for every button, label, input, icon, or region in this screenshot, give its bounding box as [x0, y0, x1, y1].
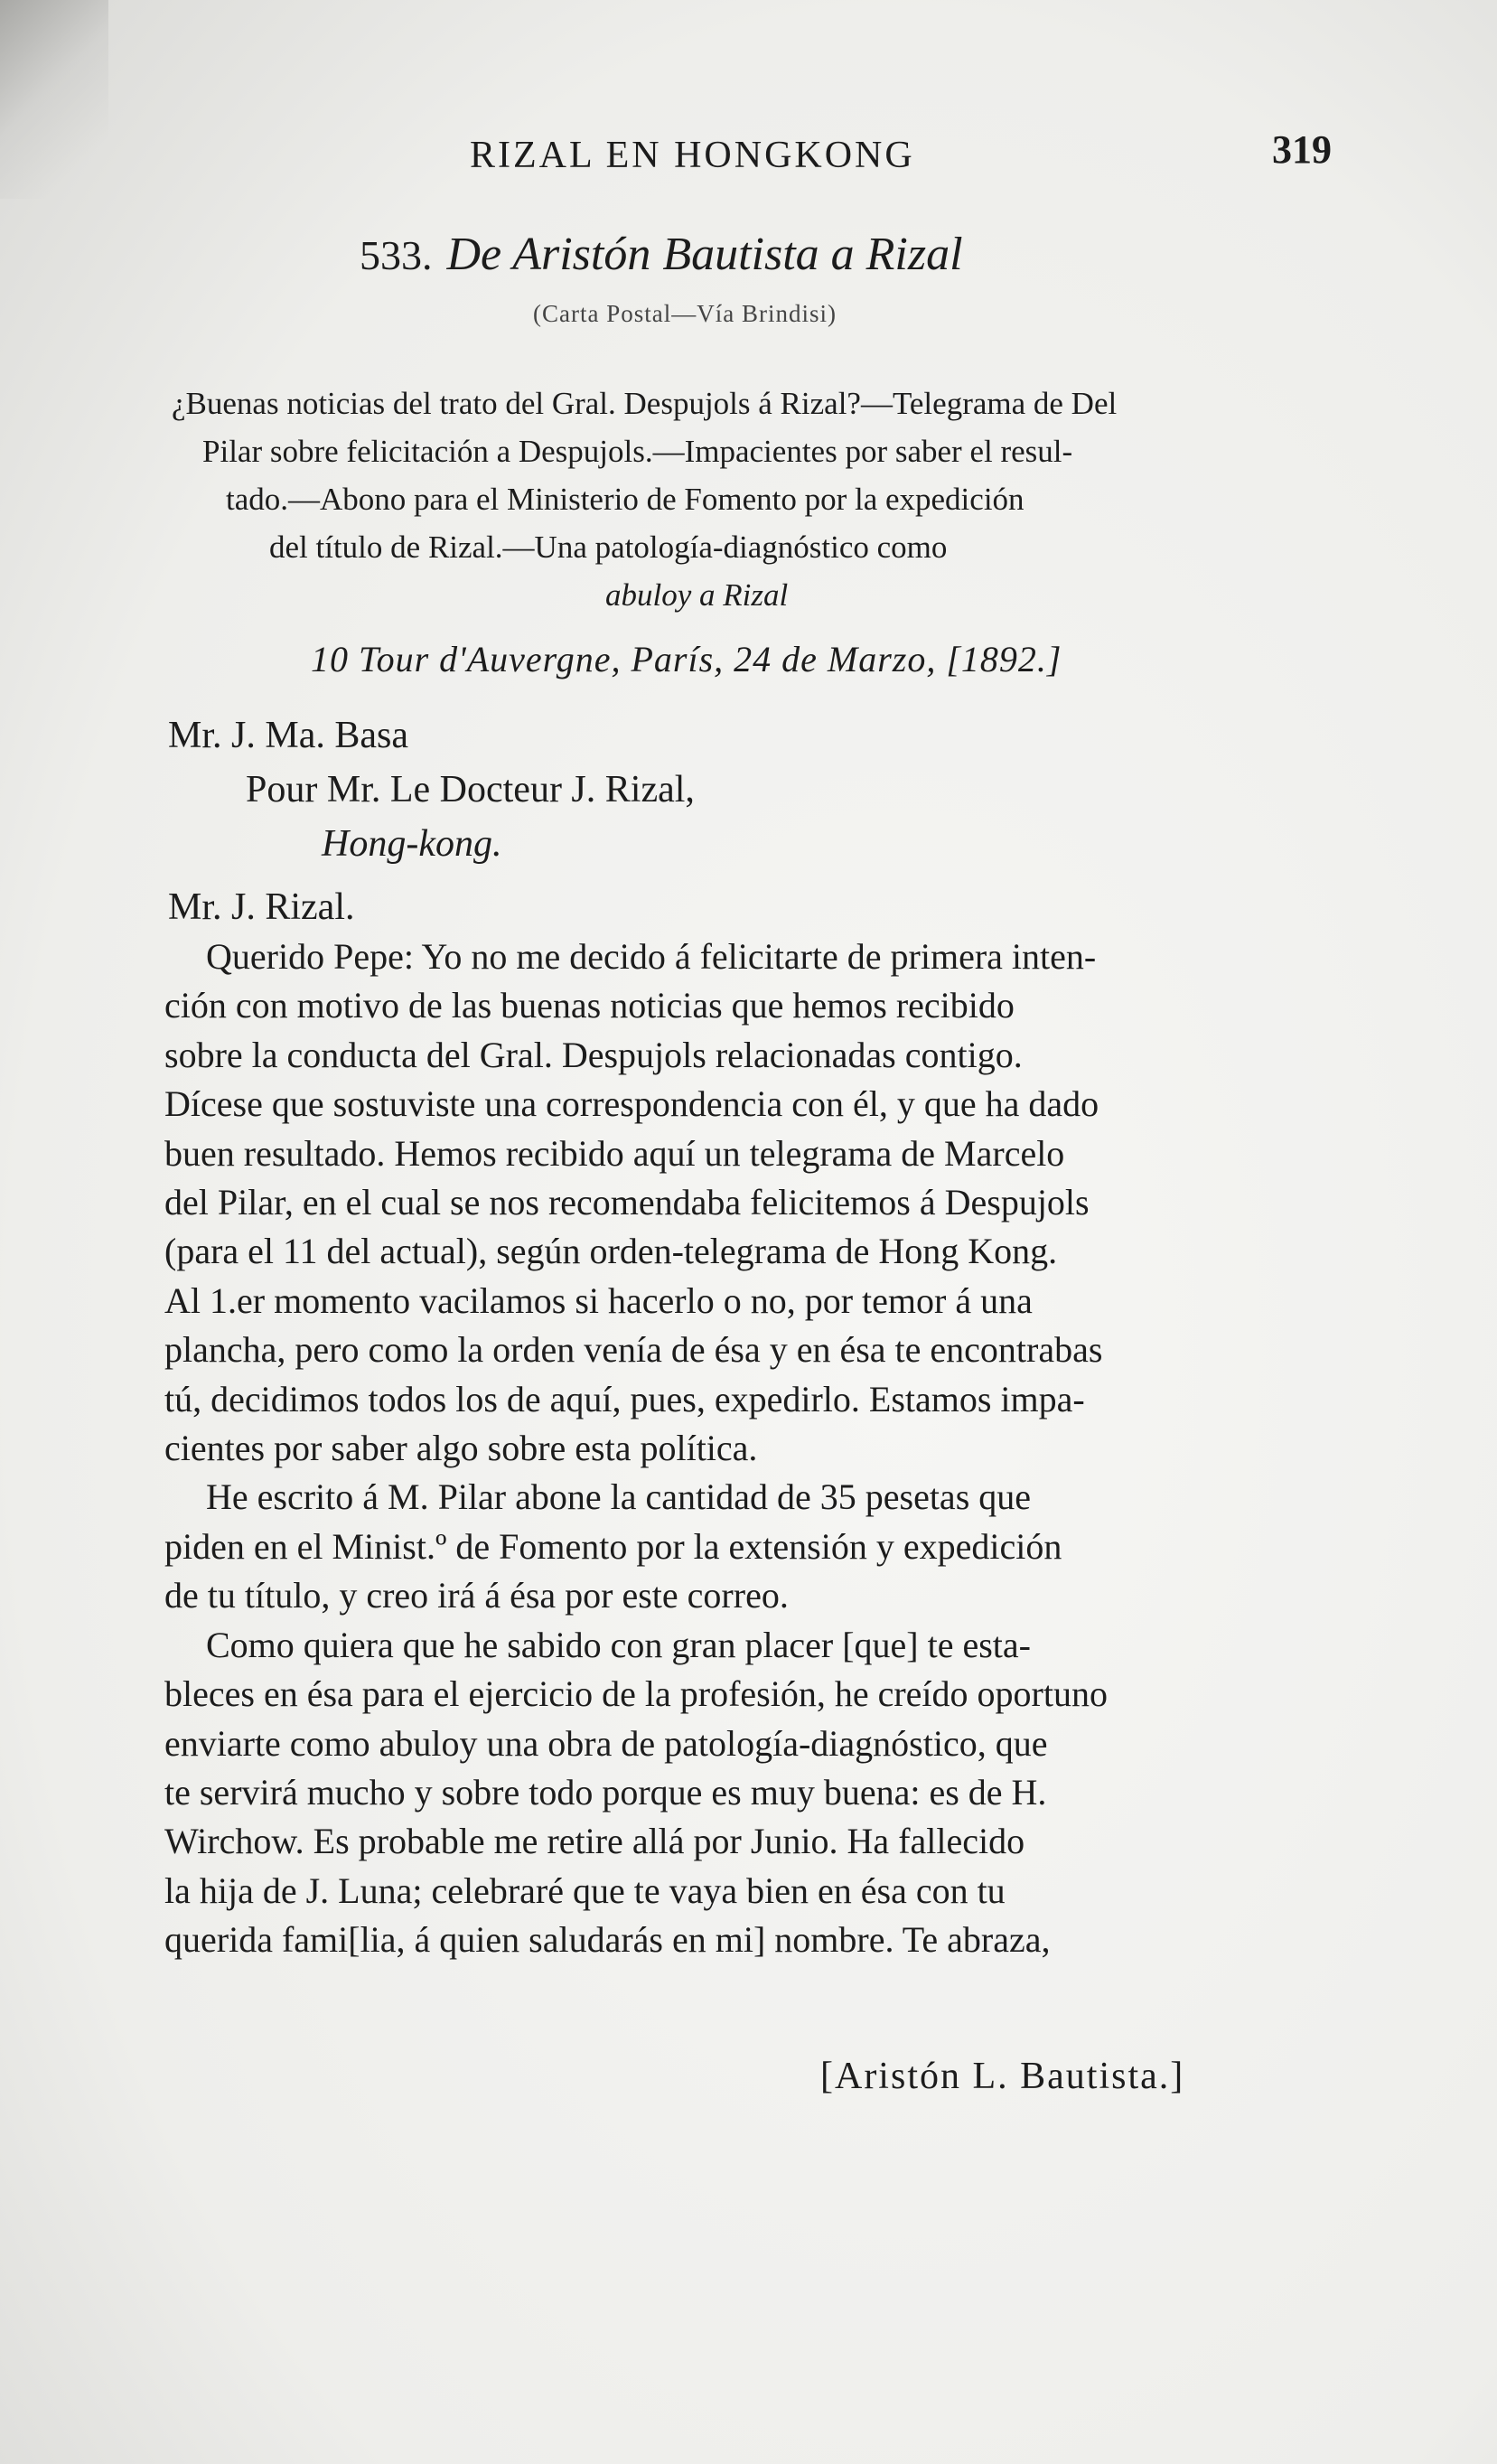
address-line-2: Pour Mr. Le Docteur J. Rizal, — [246, 769, 695, 810]
body-line: querida fami[lia, á quien saludarás en mi] nombre. Te abraza, — [164, 1919, 1051, 1961]
letter-title — [360, 228, 963, 281]
letter-number: 533. — [360, 232, 433, 278]
body-line: Dícese que sostuviste una correspondencia con él, y que ha dado — [164, 1083, 1099, 1125]
body-line: buen resultado. Hemos recibido aquí un telegrama de Marcelo — [164, 1132, 1065, 1174]
signature: [Aristón L. Bautista.] — [820, 2056, 1185, 2097]
body-line: de tu título, y creo irá á ésa por este correo. — [164, 1575, 789, 1616]
body-line: Querido Pepe: Yo no me decido á felicitarte de primera inten- — [206, 936, 1097, 977]
address-line-1: Mr. J. Ma. Basa — [168, 715, 408, 756]
body-line: cientes por saber algo sobre esta política. — [164, 1428, 758, 1469]
dateline: 10 Tour d'Auvergne, París, 24 de Marzo, [1892.] — [311, 639, 1062, 679]
summary-line: ¿Buenas noticias del trato del Gral. Despujols á Rizal?—Telegrama de Del — [172, 386, 1118, 421]
summary-line: del título de Rizal.—Una patología-diagnóstico como — [269, 529, 948, 565]
summary-line: Pilar sobre felicitación a Despujols.—Impacientes por saber el resul- — [202, 434, 1073, 469]
body-line: Como quiera que he sabido con gran placer [que] te esta- — [206, 1624, 1031, 1665]
body-line: tú, decidimos todos los de aquí, pues, expedirlo. Estamos impa- — [164, 1378, 1085, 1419]
body-line: (para el 11 del actual), según orden-telegrama de Hong Kong. — [164, 1231, 1058, 1272]
body-line: Wirchow. Es probable me retire allá por Junio. Ha fallecido — [164, 1821, 1025, 1862]
body-line: la hija de J. Luna; celebraré que te vaya bien en ésa con tu — [164, 1869, 1006, 1911]
summary-line: tado.—Abono para el Ministerio de Fomento por la expedición — [226, 482, 1025, 517]
body-line: sobre la conducta del Gral. Despujols relacionadas contigo. — [164, 1034, 1023, 1075]
letter-body — [164, 932, 1348, 1965]
scan-corner-shadow — [0, 0, 108, 199]
body-line: ción con motivo de las buenas noticias que hemos recibido — [164, 985, 1015, 1026]
postal-note: (Carta Postal—Vía Brindisi) — [533, 300, 837, 327]
address-line-3: Hong-kong. — [322, 823, 502, 865]
summary-line: abuloy a Rizal — [605, 577, 789, 613]
running-head: RIZAL EN HONGKONG — [470, 135, 915, 176]
body-line: Al 1.er momento vacilamos si hacerlo o no, por temor á una — [164, 1279, 1033, 1321]
body-line: del Pilar, en el cual se nos recomendaba felicitemos á Despujols — [164, 1182, 1090, 1223]
letter-summary — [172, 379, 1346, 619]
recipient-name: Mr. J. Rizal. — [168, 886, 355, 928]
letter-title-text: De Aristón Bautista a Rizal — [446, 229, 963, 280]
page-number: 319 — [1272, 127, 1332, 172]
body-line: He escrito á M. Pilar abone la cantidad de 35 pesetas que — [206, 1476, 1032, 1518]
body-line: plancha, pero como la orden venía de ésa y en ésa te encontrabas — [164, 1329, 1103, 1371]
body-line: te servirá mucho y sobre todo porque es muy buena: es de H. — [164, 1771, 1047, 1813]
body-line: bleces en ésa para el ejercicio de la profesión, he creído oportuno — [164, 1673, 1108, 1715]
body-line: enviarte como abuloy una obra de patología-diagnóstico, que — [164, 1722, 1048, 1764]
body-line: piden en el Minist.º de Fomento por la extensión y expedición — [164, 1525, 1062, 1567]
